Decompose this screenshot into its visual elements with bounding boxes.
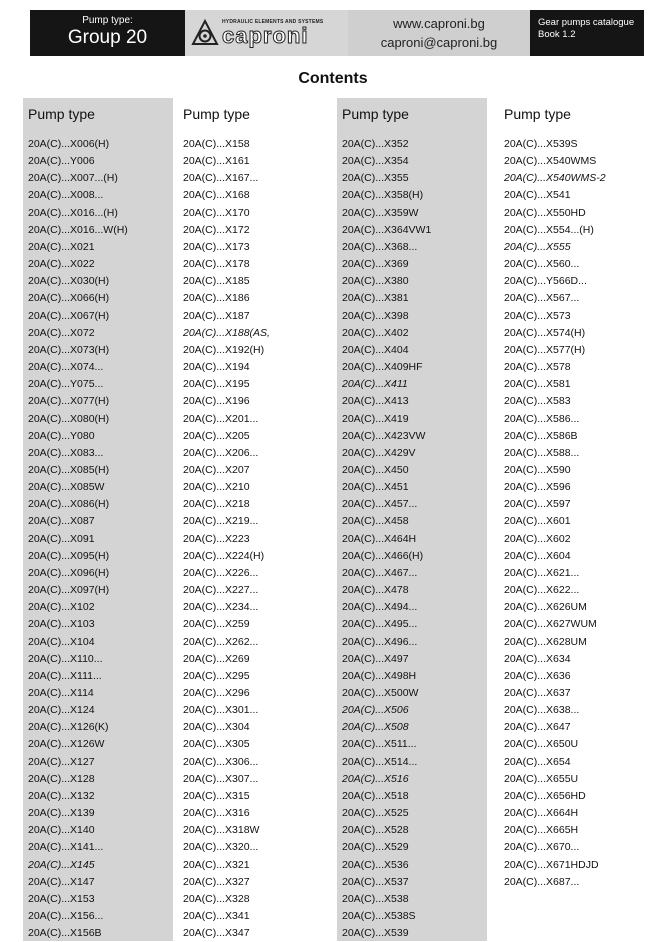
pump-type-entry: 20A(C)...X655U (504, 772, 579, 785)
pump-type-entry: 20A(C)...X192(H) (183, 343, 265, 356)
pump-type-entry: 20A(C)...X413 (342, 395, 409, 408)
pump-type-entry: 20A(C)...X478 (342, 584, 409, 597)
pump-type-entry: 20A(C)...Y566D... (504, 275, 587, 288)
pump-type-entry: 20A(C)...X194 (183, 361, 250, 374)
pump-type-entry: 20A(C)...X567... (504, 292, 580, 305)
pump-type-entry: 20A(C)...X574(H) (504, 326, 586, 339)
pump-type-entry: 20A(C)...X665H (504, 824, 579, 837)
pump-type-entry: 20A(C)...X529 (342, 841, 409, 854)
pump-type-entry: 20A(C)...X541 (504, 189, 571, 202)
pump-type-entry: 20A(C)...X577(H) (504, 343, 586, 356)
pump-type-entry: 20A(C)...X102 (28, 601, 95, 614)
pump-type-entry: 20A(C)...X497 (342, 652, 409, 665)
pump-type-entry: 20A(C)...X419 (342, 412, 409, 425)
pump-type-entry: 20A(C)...Y080 (28, 429, 95, 442)
pump-type-entry: 20A(C)...X087 (28, 515, 95, 528)
pump-type-entry: 20A(C)...X528 (342, 824, 409, 837)
pump-type-entry: 20A(C)...X604 (504, 549, 571, 562)
logo-wordmark: caproni (222, 23, 309, 48)
pump-type-entry: 20A(C)...X581 (504, 378, 571, 391)
pump-type-entry: 20A(C)...X647 (504, 721, 571, 734)
pump-type-entry: 20A(C)...X074... (28, 361, 104, 374)
pump-type-entry: 20A(C)...X671HDJD (504, 858, 599, 871)
pump-type-entry: 20A(C)...X347 (183, 927, 250, 940)
pump-type-entry: 20A(C)...X161 (183, 155, 250, 168)
pump-type-entry: 20A(C)...X495... (342, 618, 418, 631)
pump-type-entry: 20A(C)...X536 (342, 858, 409, 871)
pump-type-entry: 20A(C)...X590 (504, 463, 571, 476)
pump-type-entry: 20A(C)...X588... (504, 446, 580, 459)
pump-type-entry: 20A(C)...X494... (342, 601, 418, 614)
pump-type-entry: 20A(C)...X186 (183, 292, 250, 305)
pump-type-box (30, 10, 185, 56)
contact-box (348, 10, 530, 56)
pump-type-entry: 20A(C)...X464H (342, 532, 417, 545)
pump-type-entry: 20A(C)...X637 (504, 687, 571, 699)
pump-type-entry: 20A(C)...X670... (504, 841, 580, 854)
pump-type-entry: 20A(C)...X380 (342, 275, 409, 288)
pump-type-entry: 20A(C)...X168 (183, 189, 250, 202)
pump-type-list (178, 136, 328, 942)
pump-type-entry: 20A(C)...X586B (504, 429, 578, 442)
pump-type-entry: 20A(C)...X369 (342, 258, 409, 271)
pump-type-entry: 20A(C)...X007...(H) (28, 172, 118, 185)
pump-type-entry: 20A(C)...X496... (342, 635, 418, 648)
pump-type-entry: 20A(C)...X636 (504, 669, 571, 682)
pump-type-entry: 20A(C)...X539 (342, 927, 409, 940)
pump-type-entry: 20A(C)...X354 (342, 155, 409, 168)
pump-type-entry: 20A(C)...X022 (28, 258, 95, 271)
pump-type-entry: 20A(C)...X318W (183, 824, 260, 837)
pump-type-entry: 20A(C)...X188(AS, (183, 326, 270, 339)
pump-type-entry: 20A(C)...X573 (504, 309, 571, 322)
pump-type-entry: 20A(C)...X008... (28, 189, 104, 202)
header-banner (30, 10, 644, 56)
pump-type-entry: 20A(C)...X352 (342, 138, 409, 150)
pump-type-entry: 20A(C)...X516 (342, 772, 409, 785)
logo-tagline: HYDRAULIC ELEMENTS AND SYSTEMS (222, 19, 324, 25)
contents-column-4 (499, 98, 649, 941)
pump-type-entry: 20A(C)...X110... (28, 652, 103, 665)
catalogue-box (530, 10, 644, 56)
pump-type-entry: 20A(C)...X404 (342, 343, 409, 356)
pump-type-entry: 20A(C)...X687... (504, 875, 580, 888)
pump-type-entry: 20A(C)...X341 (183, 910, 250, 923)
contents-column-1 (23, 98, 173, 941)
column-header: Pump type (504, 106, 571, 122)
pump-type-entry: 20A(C)...X219... (183, 515, 259, 528)
pump-type-entry: 20A(C)...X156... (28, 910, 104, 923)
pump-type-entry: 20A(C)...X368... (342, 240, 418, 253)
pump-type-entry: 20A(C)...X156B (28, 927, 102, 940)
pump-type-entry: 20A(C)...X147 (28, 875, 95, 888)
pump-type-entry: 20A(C)...X114 (28, 687, 94, 699)
website-text: www.caproni.bg (393, 16, 485, 31)
pump-type-entry: 20A(C)...X295 (183, 669, 250, 682)
caproni-logo (185, 10, 348, 56)
pump-type-entry: 20A(C)...X578 (504, 361, 571, 374)
pump-type-entry: 20A(C)...X097(H) (28, 584, 110, 597)
pump-type-entry: 20A(C)...X077(H) (28, 395, 110, 408)
pump-type-entry: 20A(C)...X423VW (342, 429, 426, 442)
pump-type-entry: 20A(C)...X514... (342, 755, 418, 768)
pump-type-entry: 20A(C)...X540WMS-2 (504, 172, 606, 185)
pump-type-entry: 20A(C)...X173 (183, 240, 250, 253)
pump-type-entry: 20A(C)...X073(H) (28, 343, 110, 356)
pump-type-entry: 20A(C)...X124 (28, 704, 95, 717)
pump-type-entry: 20A(C)...X538 (342, 892, 409, 905)
pump-type-entry: 20A(C)...X458 (342, 515, 409, 528)
pump-type-entry: 20A(C)...X597 (504, 498, 571, 511)
pump-type-entry: 20A(C)...X185 (183, 275, 250, 288)
pump-type-entry: 20A(C)...X626UM (504, 601, 587, 614)
pump-type-entry: 20A(C)...X006(H) (28, 138, 110, 150)
pump-type-entry: 20A(C)...X296 (183, 687, 250, 699)
pump-type-entry: 20A(C)...X227... (183, 584, 259, 597)
pump-type-entry: 20A(C)...X402 (342, 326, 409, 339)
pump-type-entry: 20A(C)...X305 (183, 738, 250, 751)
pump-type-entry: 20A(C)...X467... (342, 566, 418, 579)
pump-type-entry: 20A(C)...X218 (183, 498, 250, 511)
pump-type-entry: 20A(C)...X359W (342, 206, 419, 219)
gear-logo-icon (191, 19, 219, 47)
pump-type-entry: 20A(C)...X086(H) (28, 498, 110, 511)
pump-type-entry: 20A(C)...X126(K) (28, 721, 109, 734)
pump-type-entry: 20A(C)...X224(H) (183, 549, 265, 562)
pump-type-entry: 20A(C)...X030(H) (28, 275, 110, 288)
pump-type-entry: 20A(C)...X328 (183, 892, 250, 905)
pump-type-entry: 20A(C)...X654 (504, 755, 571, 768)
pump-type-entry: 20A(C)...X628UM (504, 635, 587, 648)
pump-type-entry: 20A(C)...X269 (183, 652, 250, 665)
pump-type-entry: 20A(C)...X127 (28, 755, 95, 768)
pump-type-entry: 20A(C)...X554...(H) (504, 223, 594, 236)
pump-type-entry: 20A(C)...X170 (183, 206, 250, 219)
pump-type-entry: 20A(C)...X080(H) (28, 412, 110, 425)
pump-type-entry: 20A(C)...X016...W(H) (28, 223, 128, 236)
pump-type-entry: 20A(C)...X172 (183, 223, 250, 236)
pump-type-entry: 20A(C)...X457... (342, 498, 418, 511)
pump-type-entry: 20A(C)...X627WUM (504, 618, 597, 631)
pump-type-entry: 20A(C)...X355 (342, 172, 409, 185)
pump-type-entry: 20A(C)...X316 (183, 807, 250, 820)
pump-type-entry: 20A(C)...X085(H) (28, 463, 110, 476)
pump-type-entry: 20A(C)...X140 (28, 824, 95, 837)
pump-type-entry: 20A(C)...X207 (183, 463, 250, 476)
pump-type-list (23, 136, 173, 942)
pump-type-entry: 20A(C)...X508 (342, 721, 409, 734)
pump-type-entry: 20A(C)...X091 (28, 532, 95, 545)
pump-type-list (337, 136, 487, 942)
pump-type-entry: 20A(C)...X153 (28, 892, 95, 905)
pump-type-entry: 20A(C)...X586... (504, 412, 580, 425)
pump-type-entry: 20A(C)...X195 (183, 378, 250, 391)
pump-type-entry: 20A(C)...X622... (504, 584, 580, 597)
pump-type-entry: 20A(C)...X187 (183, 309, 250, 322)
pump-type-entry: 20A(C)...X259 (183, 618, 250, 631)
page-title: Contents (298, 70, 368, 87)
pump-type-entry: 20A(C)...X201... (183, 412, 259, 425)
pump-type-entry: 20A(C)...X095(H) (28, 549, 110, 562)
pump-type-entry: 20A(C)...X206... (183, 446, 259, 459)
pump-type-entry: 20A(C)...X066(H) (28, 292, 110, 305)
pump-type-entry: 20A(C)...X320... (183, 841, 259, 854)
pump-type-entry: 20A(C)...X083... (28, 446, 104, 459)
pump-type-list (499, 136, 649, 891)
pump-type-entry: 20A(C)...X103 (28, 618, 95, 631)
pump-type-entry: 20A(C)...X145 (28, 858, 95, 871)
contents-column-3 (337, 98, 487, 941)
pump-type-entry: 20A(C)...Y075... (28, 378, 104, 391)
pump-type-entry: 20A(C)...X583 (504, 395, 571, 408)
pump-type-entry: 20A(C)...X196 (183, 395, 250, 408)
pump-type-entry: 20A(C)...X304 (183, 721, 250, 734)
pump-type-entry: 20A(C)...X262... (183, 635, 259, 648)
pump-type-entry: 20A(C)...X126W (28, 738, 105, 751)
pump-type-entry: 20A(C)...X498H (342, 669, 417, 682)
pump-type-entry: 20A(C)...X538S (342, 910, 416, 923)
pump-type-label: Pump type: (82, 15, 133, 26)
pump-type-entry: 20A(C)...X381 (342, 292, 409, 305)
pump-type-entry: 20A(C)...X158 (183, 138, 250, 150)
pump-type-entry: 20A(C)...X226... (183, 566, 259, 579)
pump-type-entry: 20A(C)...X506 (342, 704, 409, 717)
pump-type-entry: 20A(C)...X656HD (504, 789, 586, 802)
pump-type-entry: 20A(C)...X321 (183, 858, 250, 871)
pump-type-entry: 20A(C)...X451 (342, 481, 409, 494)
pump-type-entry: 20A(C)...X638... (504, 704, 580, 717)
pump-type-entry: 20A(C)...X210 (183, 481, 250, 494)
pump-type-entry: 20A(C)...X602 (504, 532, 571, 545)
column-header: Pump type (342, 106, 409, 122)
pump-type-entry: 20A(C)...X358(H) (342, 189, 424, 202)
pump-type-entry: 20A(C)...X307... (183, 772, 259, 785)
pump-type-entry: 20A(C)...X096(H) (28, 566, 110, 579)
pump-type-entry: 20A(C)...X085W (28, 481, 105, 494)
pump-type-entry: 20A(C)...X596 (504, 481, 571, 494)
pump-type-entry: 20A(C)...X104 (28, 635, 95, 648)
pump-type-entry: 20A(C)...X141... (28, 841, 104, 854)
book-number: Book 1.2 (538, 29, 576, 40)
pump-type-entry: 20A(C)...X540WMS (504, 155, 597, 168)
pump-type-entry: 20A(C)...X537 (342, 875, 409, 888)
pump-type-entry: 20A(C)...X301... (183, 704, 259, 717)
pump-type-entry: 20A(C)...X650U (504, 738, 579, 751)
column-header: Pump type (28, 106, 95, 122)
pump-type-entry: 20A(C)...X178 (183, 258, 250, 271)
pump-type-entry: 20A(C)...X315 (183, 789, 250, 802)
pump-type-entry: 20A(C)...X429V (342, 446, 416, 459)
pump-type-entry: 20A(C)...X234... (183, 601, 259, 614)
pump-type-entry: 20A(C)...X601 (504, 515, 571, 528)
pump-type-entry: 20A(C)...X555 (504, 240, 571, 253)
pump-type-entry: 20A(C)...X132 (28, 789, 95, 802)
column-header: Pump type (183, 106, 250, 122)
pump-type-entry: 20A(C)...X128 (28, 772, 95, 785)
email-text: caproni@caproni.bg (380, 35, 498, 50)
pump-type-entry: 20A(C)...X450 (342, 463, 409, 476)
pump-type-entry: 20A(C)...Y006 (28, 155, 95, 168)
pump-type-entry: 20A(C)...X525 (342, 807, 409, 820)
pump-type-entry: 20A(C)...X327 (183, 875, 250, 888)
contents-column-2 (178, 98, 328, 941)
pump-type-entry: 20A(C)...X511... (342, 738, 417, 751)
pump-type-entry: 20A(C)...X409HF (342, 361, 423, 374)
pump-type-entry: 20A(C)...X398 (342, 309, 409, 322)
pump-type-entry: 20A(C)...X067(H) (28, 309, 110, 322)
pump-type-entry: 20A(C)...X664H (504, 807, 579, 820)
pump-type-entry: 20A(C)...X016...(H) (28, 206, 118, 219)
pump-type-entry: 20A(C)...X411 (342, 378, 408, 391)
pump-type-entry: 20A(C)...X560... (504, 258, 580, 271)
pump-type-entry: 20A(C)...X466(H) (342, 549, 424, 562)
pump-type-entry: 20A(C)...X021 (28, 240, 95, 253)
pump-type-entry: 20A(C)...X364VW1 (342, 223, 432, 236)
pump-type-entry: 20A(C)...X139 (28, 807, 95, 820)
pump-type-entry: 20A(C)...X111... (28, 669, 102, 682)
pump-type-entry: 20A(C)...X167... (183, 172, 259, 185)
pump-type-entry: 20A(C)...X072 (28, 326, 95, 339)
pump-type-entry: 20A(C)...X500W (342, 687, 419, 699)
pump-type-entry: 20A(C)...X518 (342, 789, 409, 802)
group-label: Group 20 (67, 27, 148, 48)
pump-type-entry: 20A(C)...X223 (183, 532, 250, 545)
pump-type-entry: 20A(C)...X550HD (504, 206, 586, 219)
pump-type-entry: 20A(C)...X306... (183, 755, 259, 768)
pump-type-entry: 20A(C)...X205 (183, 429, 250, 442)
pump-type-entry: 20A(C)...X621... (504, 566, 580, 579)
pump-type-entry: 20A(C)...X634 (504, 652, 571, 665)
catalogue-title: Gear pumps catalogue (538, 17, 635, 28)
pump-type-entry: 20A(C)...X539S (504, 138, 578, 150)
